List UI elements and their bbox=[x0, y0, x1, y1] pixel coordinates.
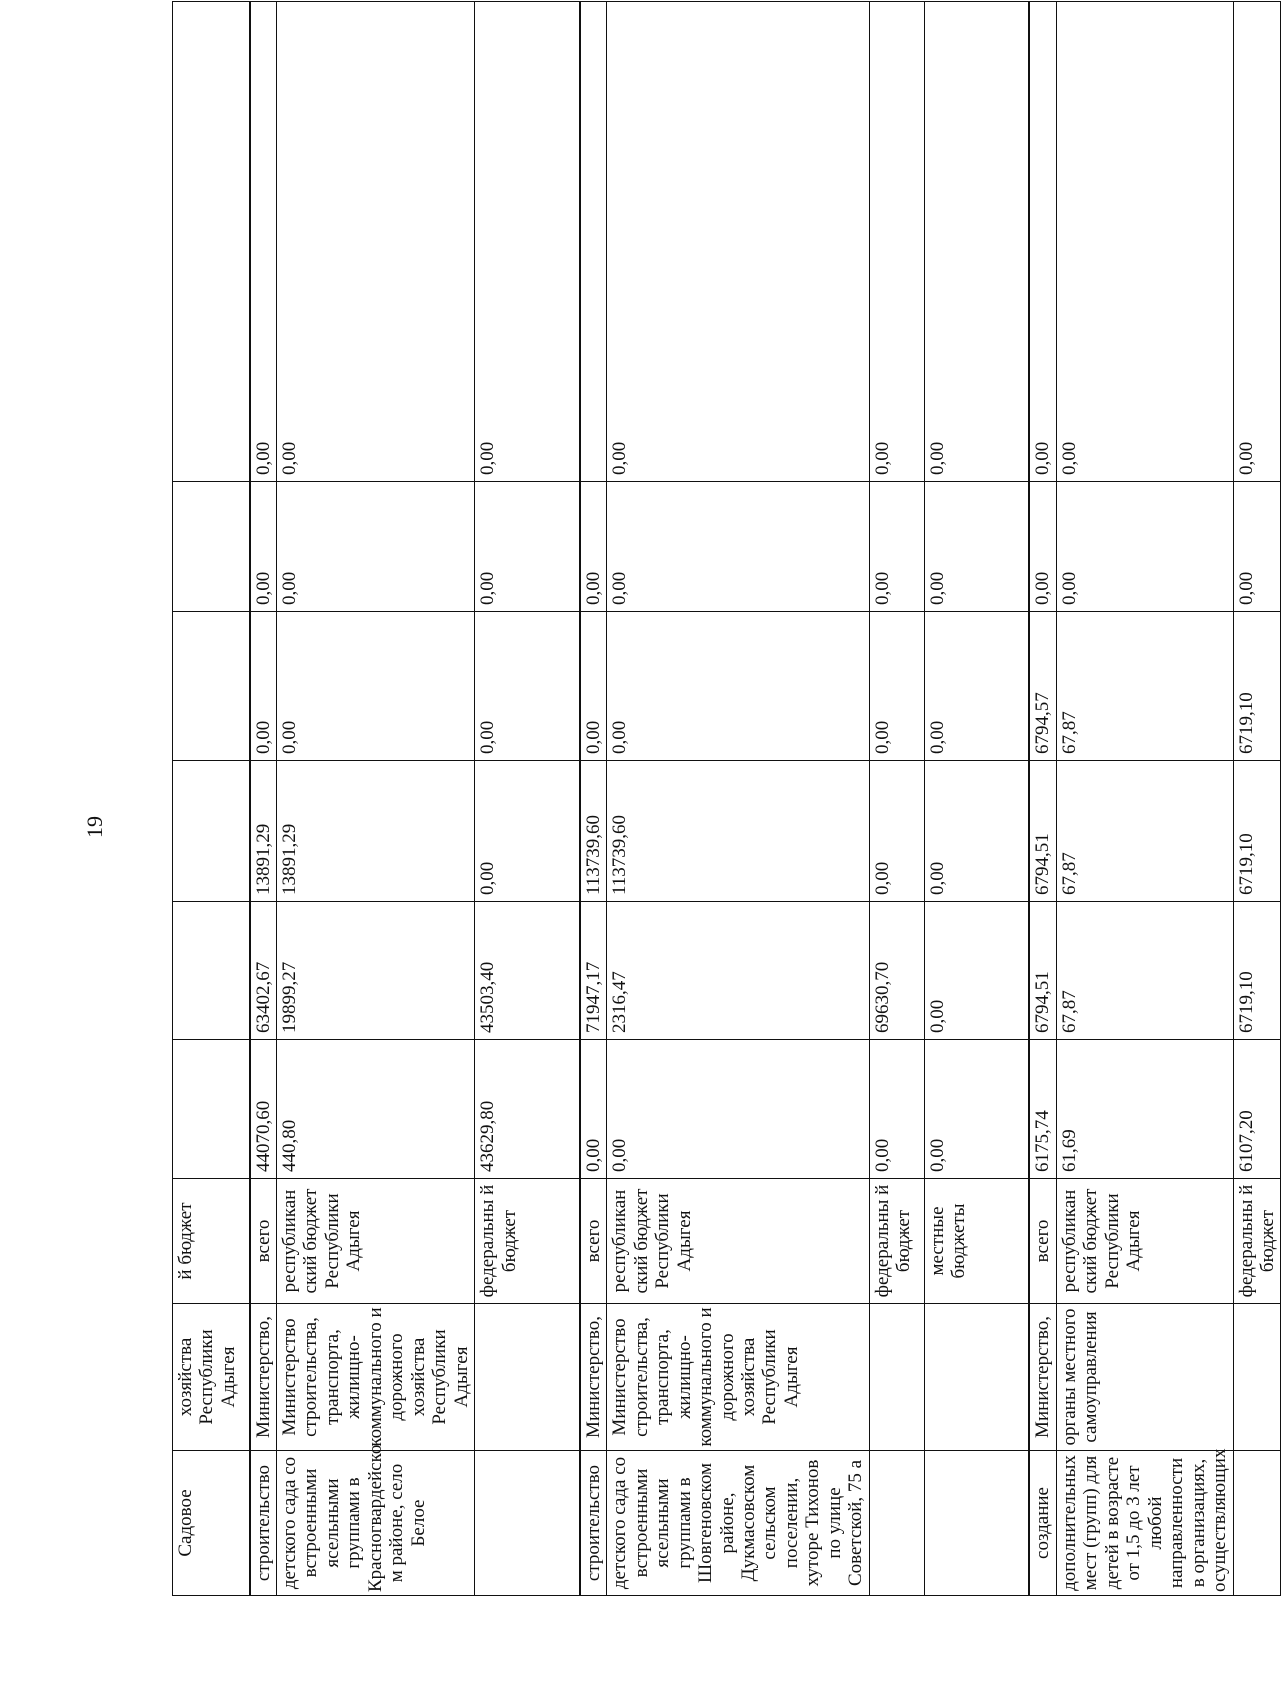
cell-v4: 0,00 bbox=[924, 612, 1029, 761]
cell-name: детского сада со встроенными ясельными группами в Шовгеновском районе, Дукмасовском сельском поселении, хуторе Тихонов по улице Советской, 75 а bbox=[607, 1451, 870, 1596]
table-row bbox=[924, 2, 1029, 1596]
cell-source: всего bbox=[250, 1179, 277, 1304]
page-number: 19 bbox=[82, 816, 107, 838]
cell-v4: 6719,10 bbox=[1233, 612, 1281, 761]
cell-v5: 0,00 bbox=[276, 482, 474, 612]
cell-name: строительство bbox=[580, 1451, 607, 1596]
cell-source: республикан ский бюджет Республики Адыгея bbox=[1056, 1179, 1233, 1304]
cell-name: детского сада со встроенными ясельными группами в Красногвардейско м районе, село Белое bbox=[276, 1451, 474, 1596]
cell-executor: органы местного самоуправления bbox=[1056, 1304, 1233, 1451]
cell-v5 bbox=[173, 482, 250, 612]
cell-v1: 0,00 bbox=[580, 1040, 607, 1179]
cell-name bbox=[475, 1451, 580, 1596]
cell-source: местные бюджеты bbox=[924, 1179, 1029, 1304]
cell-executor: Министерство, bbox=[1029, 1304, 1056, 1451]
cell-v3: 113739,60 bbox=[580, 761, 607, 902]
cell-v1: 440,80 bbox=[276, 1040, 474, 1179]
cell-v3: 6719,10 bbox=[1233, 761, 1281, 902]
cell-v1: 6175,74 bbox=[1029, 1040, 1056, 1179]
cell-v3: 6794,51 bbox=[1029, 761, 1056, 902]
cell-v4: 0,00 bbox=[869, 612, 924, 761]
cell-name: создание bbox=[1029, 1451, 1056, 1596]
cell-name bbox=[924, 1451, 1029, 1596]
cell-source: всего bbox=[580, 1179, 607, 1304]
cell-v3: 13891,29 bbox=[276, 761, 474, 902]
cell-v3: 67,87 bbox=[1056, 761, 1233, 902]
cell-v4 bbox=[173, 612, 250, 761]
cell-source: республикан ский бюджет Республики Адыгея bbox=[607, 1179, 870, 1304]
rotated-table-container bbox=[172, 102, 1278, 1596]
cell-v4: 6794,57 bbox=[1029, 612, 1056, 761]
cell-v2: 71947,17 bbox=[580, 902, 607, 1040]
cell-executor: Министерство, bbox=[580, 1304, 607, 1451]
cell-v3: 113739,60 bbox=[607, 761, 870, 902]
cell-source: федеральны й бюджет bbox=[1233, 1179, 1281, 1304]
cell-v6: 0,00 bbox=[607, 2, 870, 482]
cell-name: строительство bbox=[250, 1451, 277, 1596]
cell-v4: 0,00 bbox=[250, 612, 277, 761]
cell-executor: Министерство, bbox=[250, 1304, 277, 1451]
cell-v2: 43503,40 bbox=[475, 902, 580, 1040]
cell-executor bbox=[475, 1304, 580, 1451]
cell-v4: 67,87 bbox=[1056, 612, 1233, 761]
cell-v2: 0,00 bbox=[924, 902, 1029, 1040]
cell-v6: 0,00 bbox=[475, 2, 580, 482]
cell-v6: 0,00 bbox=[276, 2, 474, 482]
cell-v1 bbox=[173, 1040, 250, 1179]
cell-v2: 6794,51 bbox=[1029, 902, 1056, 1040]
cell-executor bbox=[924, 1304, 1029, 1451]
cell-v2: 67,87 bbox=[1056, 902, 1233, 1040]
cell-name: дополнительных мест (групп) для детей в возрасте от 1,5 до 3 лет любой направленности в организациях, осуществляющих bbox=[1056, 1451, 1233, 1596]
table-row bbox=[607, 2, 870, 1596]
table-row bbox=[1029, 2, 1056, 1596]
cell-v4: 0,00 bbox=[276, 612, 474, 761]
table-row bbox=[580, 2, 607, 1596]
cell-v3 bbox=[173, 761, 250, 902]
table-row bbox=[250, 2, 277, 1596]
cell-v6: 0,00 bbox=[1056, 2, 1233, 482]
cell-v5: 0,00 bbox=[1056, 482, 1233, 612]
cell-name bbox=[1233, 1451, 1281, 1596]
table-rotation-frame bbox=[172, 102, 1278, 1596]
cell-source: федеральны й бюджет bbox=[869, 1179, 924, 1304]
cell-v3: 0,00 bbox=[924, 761, 1029, 902]
cell-source: всего bbox=[1029, 1179, 1056, 1304]
table-body bbox=[173, 2, 1281, 1596]
cell-v6: 0,00 bbox=[869, 2, 924, 482]
table-row bbox=[869, 2, 924, 1596]
table-row bbox=[276, 2, 474, 1596]
cell-v5: 0,00 bbox=[924, 482, 1029, 612]
cell-v2: 69630,70 bbox=[869, 902, 924, 1040]
cell-v5: 0,00 bbox=[1029, 482, 1056, 612]
table-row bbox=[1056, 2, 1233, 1596]
cell-v4: 0,00 bbox=[607, 612, 870, 761]
cell-v1: 43629,80 bbox=[475, 1040, 580, 1179]
cell-v6 bbox=[580, 2, 607, 482]
table-row bbox=[1233, 2, 1281, 1596]
table-row bbox=[475, 2, 580, 1596]
cell-executor: Министерство строительства, транспорта, жилищно-коммунального и дорожного хозяйства Республики Адыгея bbox=[276, 1304, 474, 1451]
table-row bbox=[173, 2, 250, 1596]
cell-v4: 0,00 bbox=[475, 612, 580, 761]
cell-v3: 0,00 bbox=[475, 761, 580, 902]
cell-v2: 6719,10 bbox=[1233, 902, 1281, 1040]
cell-v5: 0,00 bbox=[580, 482, 607, 612]
cell-v1: 44070,60 bbox=[250, 1040, 277, 1179]
cell-name: Садовое bbox=[173, 1451, 250, 1596]
cell-v5: 0,00 bbox=[1233, 482, 1281, 612]
cell-v5: 0,00 bbox=[250, 482, 277, 612]
cell-v3: 13891,29 bbox=[250, 761, 277, 902]
cell-v1: 0,00 bbox=[869, 1040, 924, 1179]
cell-name bbox=[869, 1451, 924, 1596]
cell-v2: 19899,27 bbox=[276, 902, 474, 1040]
cell-v5: 0,00 bbox=[475, 482, 580, 612]
cell-v3: 0,00 bbox=[869, 761, 924, 902]
cell-v2: 2316,47 bbox=[607, 902, 870, 1040]
cell-executor: Министерство строительства, транспорта, жилищно-коммунального и дорожного хозяйства Республики Адыгея bbox=[607, 1304, 870, 1451]
cell-v4: 0,00 bbox=[580, 612, 607, 761]
cell-v6: 0,00 bbox=[924, 2, 1029, 482]
cell-executor bbox=[869, 1304, 924, 1451]
cell-source: республикан ский бюджет Республики Адыгея bbox=[276, 1179, 474, 1304]
cell-source: й бюджет bbox=[173, 1179, 250, 1304]
cell-v1: 61,69 bbox=[1056, 1040, 1233, 1179]
cell-v1: 0,00 bbox=[607, 1040, 870, 1179]
budget-table bbox=[172, 1, 1281, 1596]
cell-v1: 0,00 bbox=[924, 1040, 1029, 1179]
cell-v6: 0,00 bbox=[1233, 2, 1281, 482]
cell-v5: 0,00 bbox=[869, 482, 924, 612]
cell-v5: 0,00 bbox=[607, 482, 870, 612]
cell-v6 bbox=[173, 2, 250, 482]
cell-v2 bbox=[173, 902, 250, 1040]
cell-executor: хозяйства Республики Адыгея bbox=[173, 1304, 250, 1451]
cell-source: федеральны й бюджет bbox=[475, 1179, 580, 1304]
cell-v6: 0,00 bbox=[1029, 2, 1056, 482]
cell-executor bbox=[1233, 1304, 1281, 1451]
cell-v1: 6107,20 bbox=[1233, 1040, 1281, 1179]
cell-v2: 63402,67 bbox=[250, 902, 277, 1040]
cell-v6: 0,00 bbox=[250, 2, 277, 482]
